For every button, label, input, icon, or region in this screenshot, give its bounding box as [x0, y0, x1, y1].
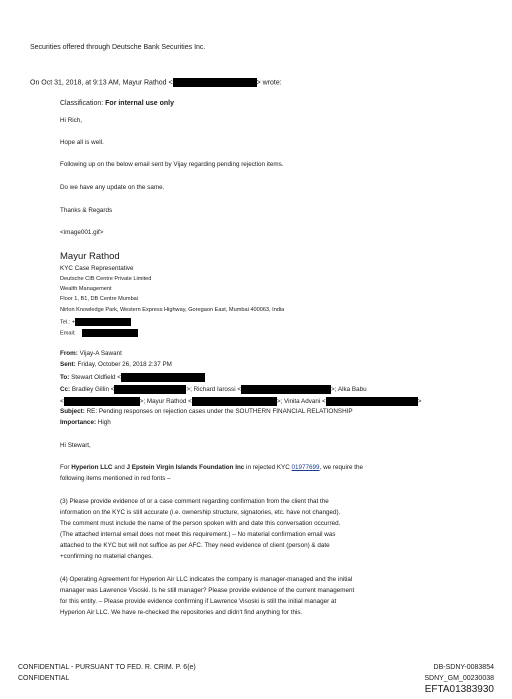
- signature-address: Nirlon Knowledge Park, Western Express Highway, Goregaon East, Mumbai 400063, India: [60, 307, 285, 313]
- to-label: To:: [60, 374, 70, 382]
- cc-1: Bradley Gillin <: [71, 386, 115, 394]
- tel-label: Tel.: +: [60, 319, 76, 326]
- signature-name: Mayur Rathod: [60, 251, 120, 262]
- p1-text-a: For: [60, 464, 72, 471]
- classification: [60, 100, 174, 107]
- footer-confidential-1: CONFIDENTIAL - PURSUANT TO FED. R. CRIM. P. 6(e): [18, 664, 196, 671]
- footer-bates-1: DB-SDNY-0083854: [433, 664, 494, 671]
- paragraph-3-line-5: attached to the KYC but will not suffice as per AFC. They need evidence of client (person) & date: [60, 542, 330, 549]
- p1-entity-1: Hyperion LLC: [71, 464, 113, 471]
- from-label: From:: [60, 350, 78, 357]
- kyc-number-link[interactable]: 01977699: [291, 464, 320, 471]
- subject-line: [60, 409, 353, 415]
- redaction-box: [82, 329, 138, 337]
- paragraph-3-line-6: +confirming no material changes.: [60, 553, 153, 560]
- paragraph-3-line-1: (3) Please provide evidence of or a case comment regarding confirmation from the client that the: [60, 498, 329, 505]
- paragraph-4-line-3: for this entity. – Please provide evidence confirming if Lawrence Visoski is still the initial manager at: [60, 598, 337, 605]
- footer-bates-3: EFTA01383930: [424, 684, 494, 695]
- footer-confidential-2: CONFIDENTIAL: [18, 675, 70, 682]
- signature-dept: Wealth Management: [60, 286, 112, 292]
- greeting: Hi Rich,: [60, 117, 83, 124]
- redaction-box: [192, 397, 277, 406]
- cc-line: [60, 385, 367, 394]
- importance-value: High: [97, 419, 111, 426]
- redaction-box: [241, 385, 331, 394]
- line-image: <image001.gif>: [60, 229, 104, 236]
- sent-value: Friday, October 26, 2018 2:37 PM: [77, 361, 172, 368]
- greeting-2: Hi Stewart,: [60, 442, 91, 449]
- subject-label: Subject:: [60, 408, 85, 415]
- cc-3: >; Alka Babu: [331, 386, 367, 394]
- cc-2: >; Richard Iarossi <: [186, 386, 242, 394]
- signature-floor: Floor 1, B1, DB Centre Mumbai: [60, 296, 139, 302]
- cc-4: <: [60, 398, 64, 406]
- subject-value: RE: Pending responses on rejection cases under the SOUTHERN FINANCIAL RELATIONSHIP: [86, 408, 353, 415]
- paragraph-4-line-4: Hyperion Air LLC. We have re-checked the repositories and didn't find anything for this.: [60, 609, 303, 616]
- redaction-box: [114, 385, 186, 394]
- header-line: Securities offered through Deutsche Bank Securities Inc.: [30, 44, 206, 51]
- cc-7: >: [417, 398, 422, 406]
- paragraph-4-line-1: (4) Operating Agreement for Hyperion Air LLC indicates the company is manager-managed and the initial: [60, 576, 353, 583]
- redaction-box: [64, 397, 140, 406]
- line-thanks: Thanks & Regards: [60, 207, 113, 214]
- wrote-line: [30, 78, 282, 87]
- paragraph-1-line-1: [60, 465, 363, 471]
- sent-label: Sent:: [60, 361, 76, 368]
- email-label: Email:: [60, 330, 76, 337]
- wrote-suffix: > wrote:: [256, 79, 282, 87]
- line-follow: Following up on the below email sent by Vijay regarding pending rejection items.: [60, 161, 284, 168]
- p1-text-c: and: [112, 464, 127, 471]
- signature-tel: [60, 318, 131, 326]
- cc-5: >; Mayur Rathod <: [139, 398, 192, 406]
- sent-line: [60, 362, 172, 368]
- redaction-box: [173, 78, 257, 87]
- paragraph-3-line-3: The comment must include the name of the person spoken with and date this conversation occurred.: [60, 520, 341, 527]
- cc-line-2: [60, 397, 421, 406]
- classification-value: For internal use only: [105, 100, 174, 107]
- wrote-prefix: On Oct 31, 2018, at 9:13 AM, Mayur Rathod <: [30, 79, 173, 87]
- importance-line: [60, 420, 111, 426]
- signature-title: KYC Case Representative: [60, 265, 134, 272]
- cc-6: >; Vinita Advani <: [276, 398, 326, 406]
- p1-text-g: , we require the: [319, 464, 363, 471]
- paragraph-4-line-2: manager was Lawrence Visoski. Is he still manager? Please provide evidence of the current management: [60, 587, 355, 594]
- classification-label: Classification:: [60, 100, 104, 107]
- p1-entity-2: J Epstein Virgin Islands Foundation Inc: [126, 464, 245, 471]
- to-value: Stewart Oldfield <: [71, 374, 121, 382]
- redaction-box: [75, 318, 131, 326]
- paragraph-3-line-2: information on the KYC is still accurate (i.e. ownership structure, signatories, etc. have not changed).: [60, 509, 341, 516]
- p1-text-e: in rejected KYC: [244, 464, 292, 471]
- redaction-box: [326, 397, 418, 406]
- paragraph-3-line-4: (The attached internal email does not meet this requirement.) – No material confirmation email was: [60, 531, 336, 538]
- line-update: Do we have any update on the same.: [60, 184, 165, 191]
- paragraph-1-line-2: following items mentioned in red fonts –: [60, 475, 171, 482]
- from-value: Vijay-A Sawant: [79, 350, 122, 357]
- cc-label: Cc:: [60, 386, 71, 394]
- to-line: [60, 373, 205, 382]
- importance-label: Importance:: [60, 419, 97, 426]
- redaction-box: [121, 373, 205, 382]
- signature-company: Deutsche CIB Centre Private Limited: [60, 276, 152, 282]
- signature-email: [60, 329, 138, 337]
- from-line: [60, 351, 122, 357]
- footer-bates-2: SDNY_GM_00230038: [424, 675, 494, 682]
- line-hope: Hope all is well.: [60, 139, 104, 146]
